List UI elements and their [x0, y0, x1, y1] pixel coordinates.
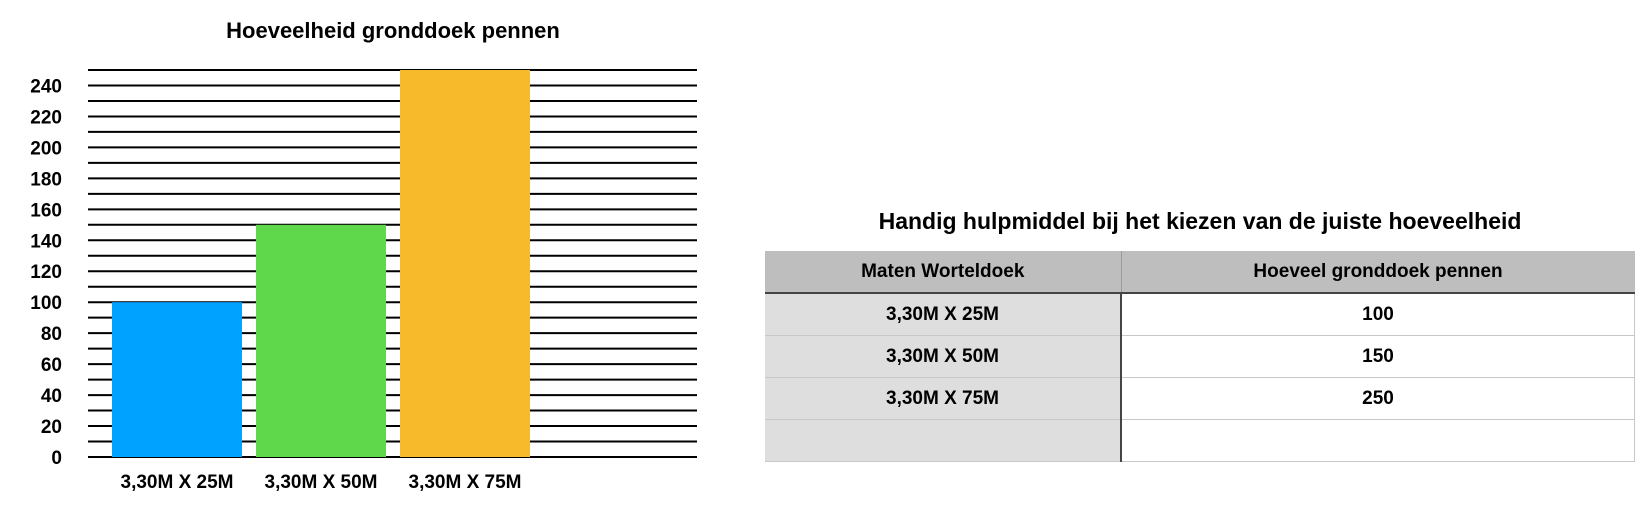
- bar: [112, 302, 242, 457]
- column-header: Maten Worteldoek: [765, 251, 1121, 293]
- table-cell: 250: [1121, 378, 1635, 420]
- y-tick-label: 240: [30, 76, 62, 98]
- y-tick-label: 20: [40, 417, 62, 439]
- y-tick-label: 40: [40, 386, 62, 408]
- x-tick-label: 3,30M X 25M: [120, 472, 234, 493]
- bar: [256, 225, 386, 457]
- chart-title: Hoeveelheid gronddoek pennen: [226, 18, 560, 43]
- y-tick-label: 200: [30, 138, 62, 160]
- table-cell: 3,30M X 75M: [765, 378, 1121, 420]
- y-tick-label: 60: [40, 355, 62, 377]
- y-tick-label: 220: [30, 107, 62, 129]
- bar: [400, 70, 530, 457]
- x-tick-label: 3,30M X 50M: [264, 472, 378, 493]
- table-row: [765, 378, 1635, 420]
- y-tick-label: 100: [30, 293, 62, 315]
- table-cell: [1121, 420, 1635, 462]
- y-tick-label: 80: [40, 324, 62, 346]
- table-cell: 3,30M X 25M: [765, 293, 1121, 336]
- bars: [112, 70, 530, 457]
- x-tick-label: 3,30M X 75M: [408, 472, 522, 493]
- y-tick-label: 0: [51, 448, 62, 469]
- table-row: [765, 420, 1635, 462]
- y-axis-ticks: [30, 76, 62, 469]
- column-header: Hoeveel gronddoek pennen: [1121, 251, 1635, 293]
- x-axis-labels: [121, 472, 522, 493]
- table-cell: 3,30M X 50M: [765, 336, 1121, 378]
- table-cell: [765, 420, 1121, 462]
- data-table: [765, 251, 1635, 462]
- table-row: [765, 293, 1635, 336]
- bar-chart: [0, 0, 720, 506]
- table-cell: 150: [1121, 336, 1635, 378]
- y-tick-label: 160: [30, 200, 62, 222]
- table-title: Handig hulpmiddel bij het kiezen van de juiste hoeveelheid: [878, 208, 1522, 234]
- y-tick-label: 180: [30, 169, 62, 191]
- y-tick-label: 140: [30, 231, 62, 253]
- table-row: [765, 336, 1635, 378]
- table-header-row: [765, 251, 1635, 293]
- table-cell: 100: [1121, 293, 1635, 336]
- y-tick-label: 120: [30, 262, 62, 284]
